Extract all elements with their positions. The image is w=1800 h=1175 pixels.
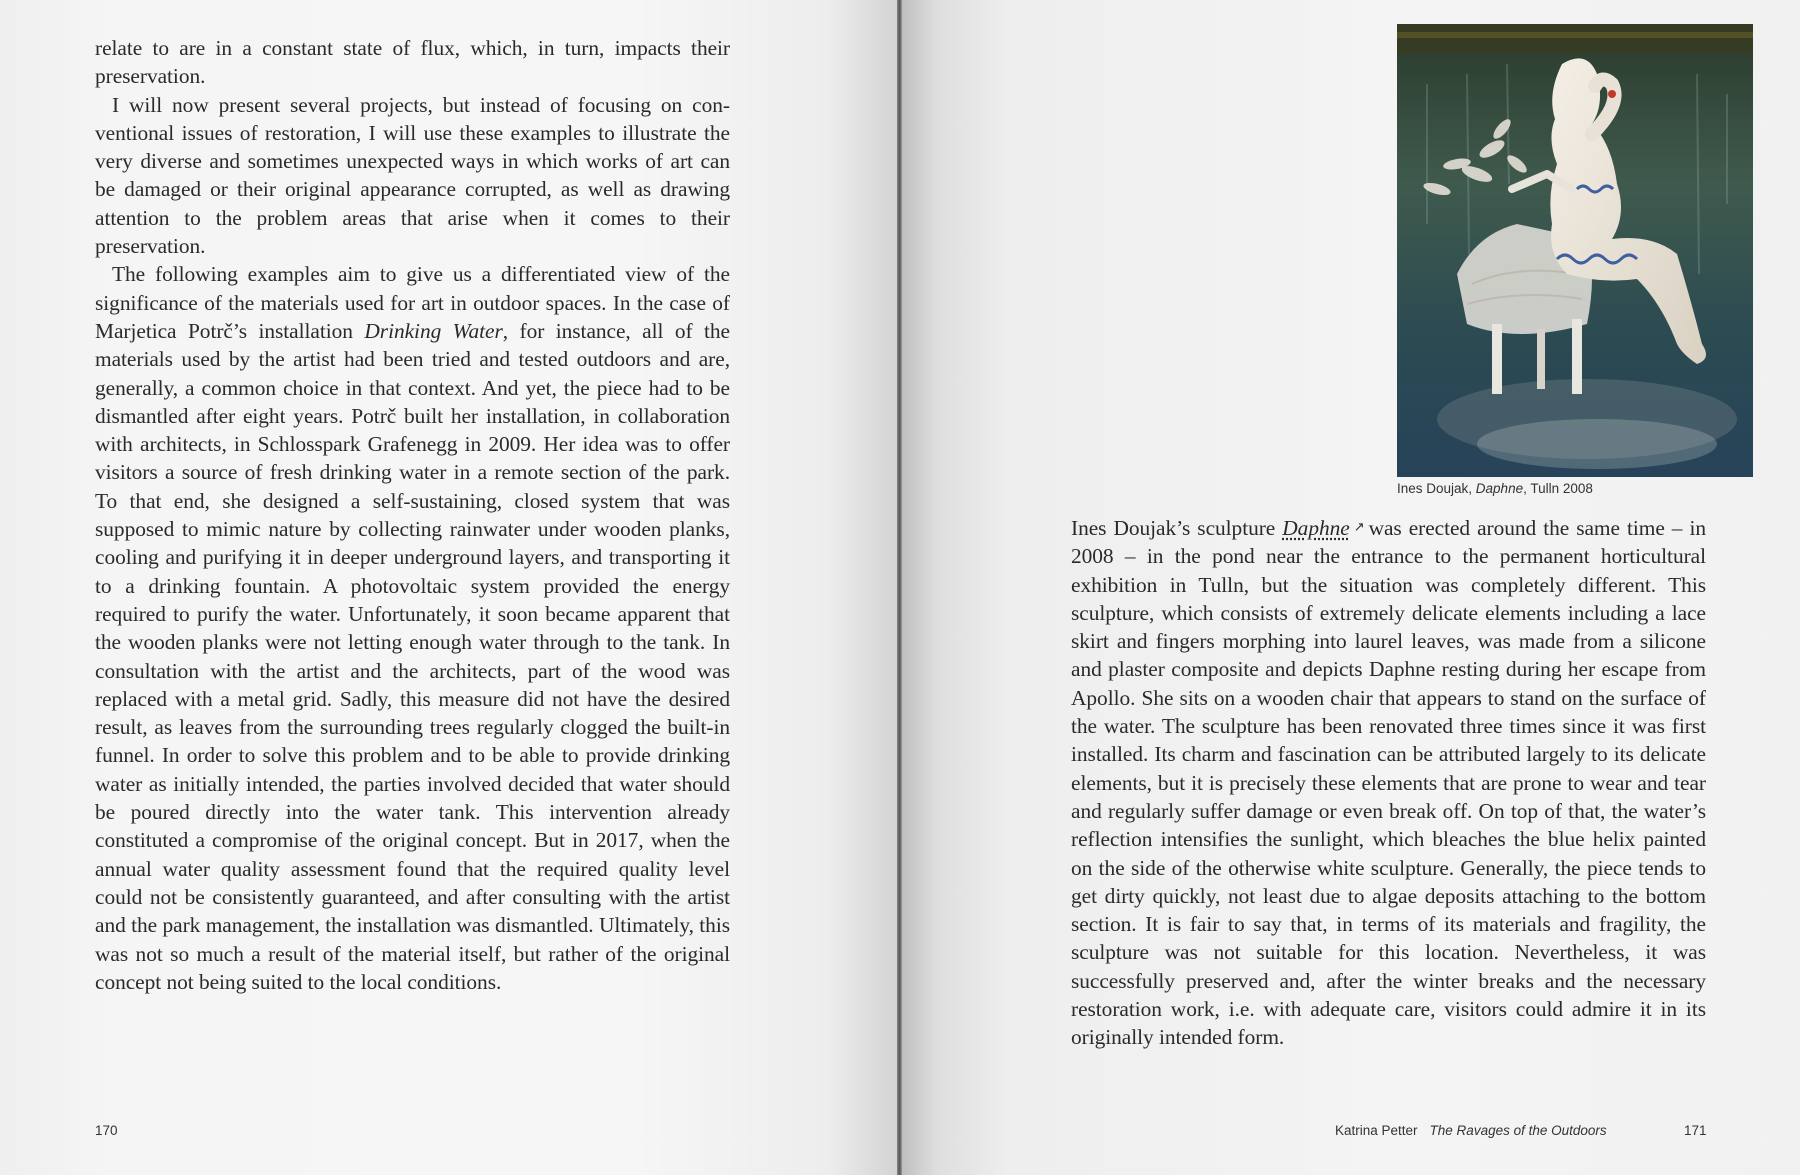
page-number-left: 170 [95,1123,118,1138]
daphne-sculpture-photo [1397,24,1753,477]
artwork-title: Drinking Water [364,318,503,343]
left-body-text [95,34,730,996]
running-head-title: The Ravages of the Outdoors [1429,1123,1607,1138]
paragraph-drinking-water [95,260,730,996]
right-body-text [1071,514,1706,1052]
text-run: , for instance, all of the materials used by the artist had been tried and tested outdoors and are, generally, a common choice in that context. And yet, the piece had to be dismantled after eight years. Potrč built her installation, in collaboration with architects, in Schlosspark Grafenegg in 2009. Her idea was to offer visitors a source of fresh drinking water in a remote section of the park. To that end, she designed a self-sustaining, closed system that was supposed to mimic nature by collecting rainwater under wooden planks, cooling and purifying it in deeper underground layers, and transporting it to a drinking fountain. A photovoltaic system provided the energy required to purify the water. Unfortunately, it soon became apparent that the wooden planks were not letting enough water through to the tank. In consultation with the artist and the architects, part of the wood was replaced with a metal grid. Sadly, this measure did not have the desired result, as leaves from the surrounding trees regularly clogged the built-in funnel. In order to solve this problem and to be able to provide drinking water as initially intended, the parties involved decided that water should be poured directly into the water tank. This intervention already constituted a compromise of the original concept. But in 2017, when the annual water quality assessment found that the required quality level could not be consistently guaranteed, and after consulting with the artist and the park management, the installation was dismantled. Ultimately, this was not so much a result of the material itself, but rather of the original concept not being suited to the local conditions. [95,318,731,994]
photo-image [1397,24,1753,477]
page-number-right: 171 [1684,1123,1707,1138]
caption-place-year: , Tulln 2008 [1523,481,1593,496]
book-gutter [897,0,902,1175]
external-link-arrow-icon[interactable]: ↗ [1353,520,1365,535]
paragraph: I will now present several projects, but instead of focusing on conventional issues of restoration, I will use these examples to illustrate the very diverse and sometimes unexpected ways in which works of art can be damaged or their original appearance corrupted, as well as drawing attention to the problem areas that arise when it comes to their preservation. [95,92,730,259]
running-head-author: Katrina Petter [1335,1123,1418,1138]
caption-title: Daphne [1475,481,1524,496]
text-run: was erected around the same time – in 2008 – in the pond near the entrance to the permanent horticultural exhibition in Tulln, but the situation was completely different. This sculpture, which consists of extremely delicate elements including a lace skirt and fingers morphing into laurel leaves, was made from a silicone and plaster composite and depicts Daphne resting during her escape from Apollo. She sits on a wooden chair that appears to stand on the surface of the water. The sculpture has been renovated three times since it was first installed. Its charm and fascination can be attributed largely to its delicate elements, but it is precisely these elements that are prone to wear and tear and regularly suffer damage or even break off. On top of that, the water’s reflection intensifies the sunlight, which bleaches the blue helix painted on the side of the otherwise white sculpture. Generally, the piece tends to get dirty quickly, not least due to algae deposits attaching to the bottom section. It is fair to say that, in terms of its materials and fragility, the sculpture was not suitable for this location. Nevertheless, it was successfully preserved and, after the winter breaks and the necessary restoration work, i.e. with adequate care, visitors could admire it in its originally intended form. [1071,516,1706,1050]
figure-caption [1397,481,1593,496]
text-run: Ines Doujak’s sculpture [1071,516,1283,540]
caption-artist: Ines Doujak, [1397,481,1476,496]
text-run: The following examples aim to give us a differentiated view of the significance of the materials used for art in outdoor spaces. In the case of Marjetica Potrč’s installation [95,262,730,343]
daphne-link[interactable]: Daphne [1282,516,1350,540]
paragraph-daphne [1071,514,1706,1052]
running-head [1335,1123,1607,1138]
paragraph: relate to are in a constant state of flux, which, in turn, impacts their preservation. [95,36,730,89]
